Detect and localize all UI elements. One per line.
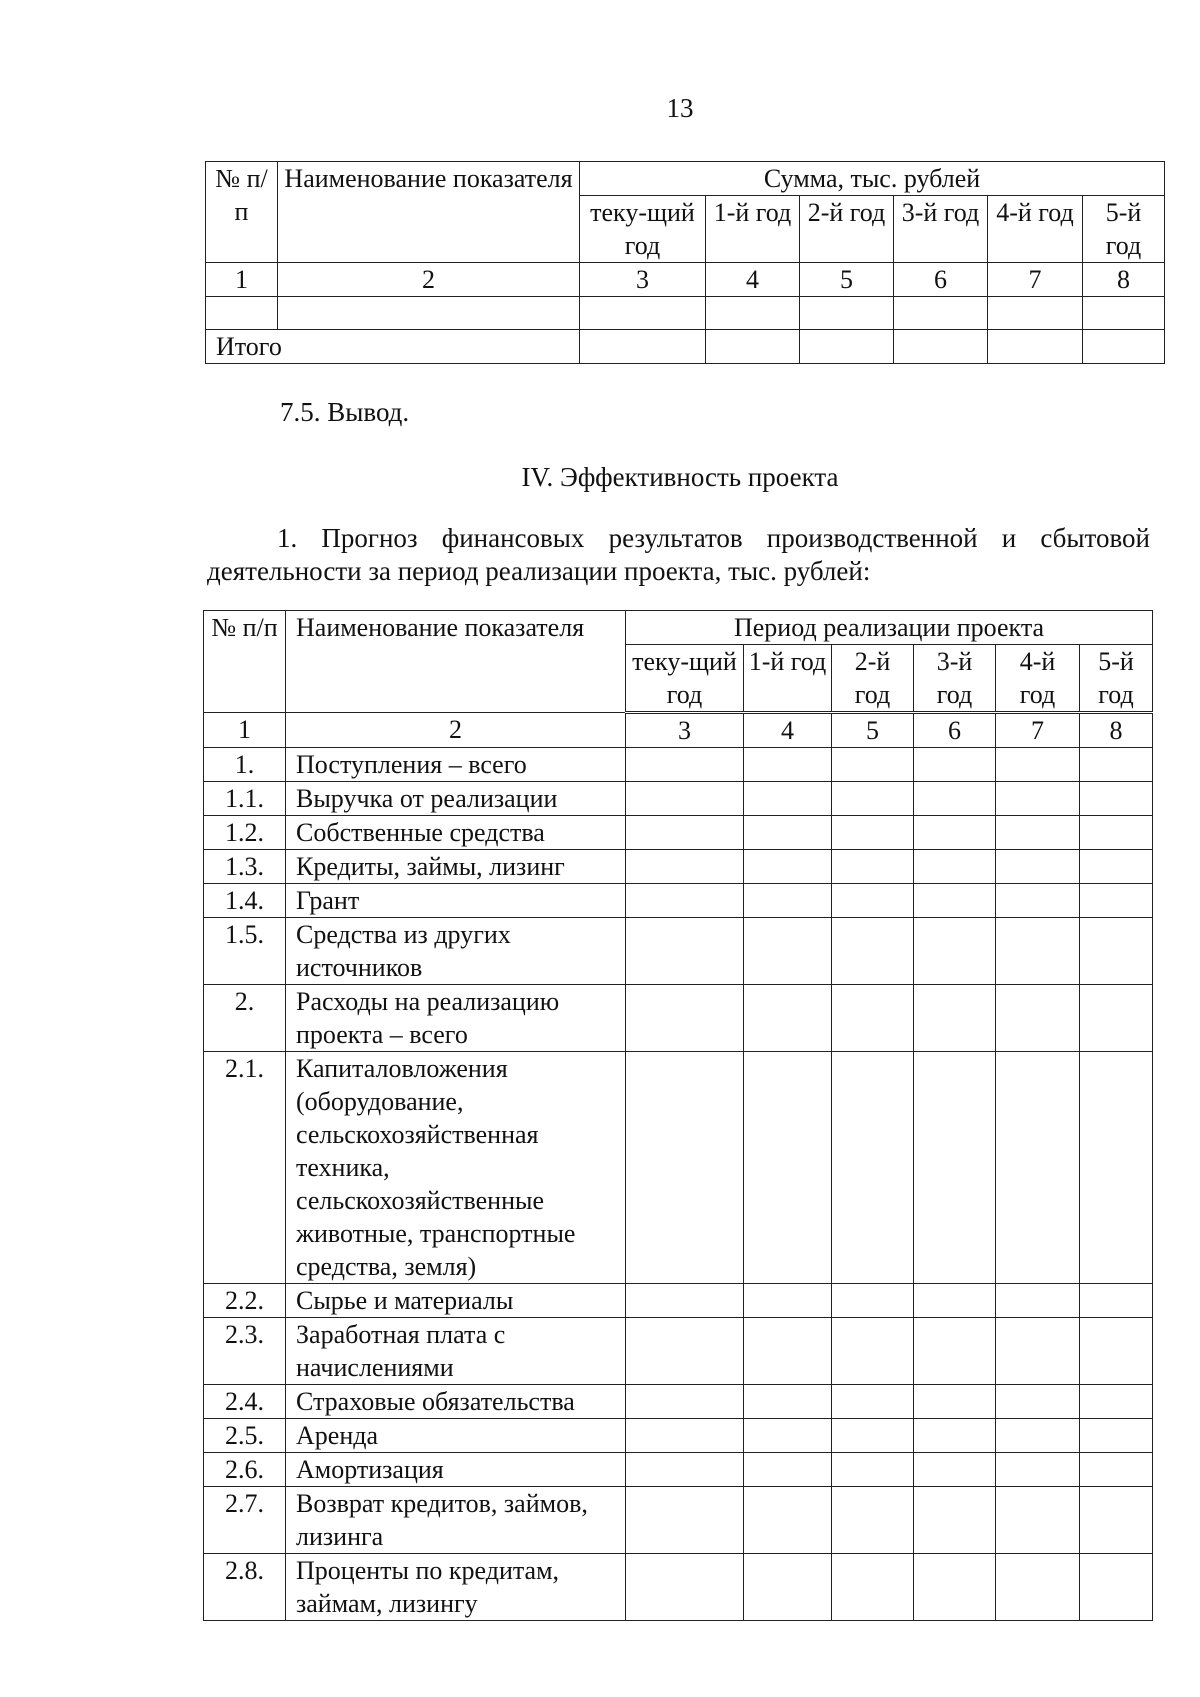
- column-number: 2: [286, 713, 626, 748]
- table-cell: [626, 748, 744, 782]
- table-row: [204, 918, 1153, 985]
- column-number: 5: [800, 263, 894, 297]
- table-cell: [626, 1419, 744, 1453]
- budget-sum-table: [205, 161, 1165, 364]
- row-number: 2.2.: [204, 1284, 286, 1318]
- row-indicator-name: Возврат кредитов, займов, лизинга: [286, 1487, 626, 1554]
- table-row: [204, 1052, 1153, 1284]
- table-cell: [1083, 330, 1165, 364]
- table-cell: [832, 884, 914, 918]
- table-cell: [914, 918, 996, 985]
- row-number: 2.1.: [204, 1052, 286, 1284]
- row-number: 1.: [204, 748, 286, 782]
- table-row: [204, 1318, 1153, 1385]
- table-cell: [1080, 1487, 1153, 1554]
- table-cell: [1080, 985, 1153, 1052]
- table-cell: [744, 1453, 832, 1487]
- table-row: [204, 782, 1153, 816]
- table-cell: [580, 297, 706, 330]
- table-cell: [1080, 1554, 1153, 1621]
- column-number: 5: [832, 713, 914, 748]
- table-cell: [832, 985, 914, 1052]
- table-cell: [894, 297, 988, 330]
- table-cell: [744, 1487, 832, 1554]
- section-heading: IV. Эффективность проекта: [521, 462, 839, 492]
- table-cell: [996, 1318, 1080, 1385]
- table-cell: [744, 884, 832, 918]
- table-cell: [744, 918, 832, 985]
- table-cell: [832, 1419, 914, 1453]
- table-row: [204, 985, 1153, 1052]
- table-cell: [996, 748, 1080, 782]
- table-cell: [914, 1487, 996, 1554]
- table-cell: [744, 1419, 832, 1453]
- row-number: 1.4.: [204, 884, 286, 918]
- table-cell: [800, 330, 894, 364]
- table-cell: [894, 330, 988, 364]
- table-row: [204, 1554, 1153, 1621]
- table-cell: [1080, 748, 1153, 782]
- table-cell: [996, 1453, 1080, 1487]
- column-number: 8: [1083, 263, 1165, 297]
- table-cell: [996, 1284, 1080, 1318]
- table-cell: [914, 1318, 996, 1385]
- row-indicator-name: Поступления – всего: [286, 748, 626, 782]
- table-cell: [832, 1453, 914, 1487]
- column-number: 6: [894, 263, 988, 297]
- header-sum-group: Сумма, тыс. рублей: [580, 162, 1165, 196]
- table-cell: [832, 816, 914, 850]
- table-cell: [996, 1487, 1080, 1554]
- table-cell: [626, 1052, 744, 1284]
- financial-forecast-table: [203, 610, 1153, 1621]
- column-number: 4: [744, 713, 832, 748]
- table-cell: [744, 816, 832, 850]
- table-cell: [626, 918, 744, 985]
- table-cell: [996, 985, 1080, 1052]
- column-number: 3: [626, 713, 744, 748]
- table-cell: [1083, 297, 1165, 330]
- row-indicator-name: Средства из других источников: [286, 918, 626, 985]
- table-cell: [626, 816, 744, 850]
- header-period-group: Период реализации проекта: [626, 611, 1153, 645]
- row-number: 2.7.: [204, 1487, 286, 1554]
- paragraph-line: деятельности за период реализации проекта, тыс. рублей:: [207, 556, 871, 586]
- table-cell: [996, 918, 1080, 985]
- row-number: 2.6.: [204, 1453, 286, 1487]
- table-cell: [832, 1284, 914, 1318]
- row-indicator-name: Сырье и материалы: [286, 1284, 626, 1318]
- table-cell: [1080, 850, 1153, 884]
- table-cell: [996, 850, 1080, 884]
- table-cell: [1080, 884, 1153, 918]
- table-cell: [626, 1487, 744, 1554]
- table-cell: [832, 1052, 914, 1284]
- column-number: 8: [1080, 713, 1153, 748]
- row-number: 2.8.: [204, 1554, 286, 1621]
- table-cell: [914, 1554, 996, 1621]
- table-cell: [996, 782, 1080, 816]
- table-cell: [206, 297, 278, 330]
- table-row: [204, 1453, 1153, 1487]
- column-number: 7: [988, 263, 1083, 297]
- table-cell: [1080, 1052, 1153, 1284]
- table-cell: [832, 918, 914, 985]
- table-cell: [996, 1419, 1080, 1453]
- table-cell: [626, 1453, 744, 1487]
- header-num: № п/п: [206, 162, 278, 263]
- table-cell: [626, 1318, 744, 1385]
- row-indicator-name: Капиталовложения (оборудование, сельскохозяйственная техника, сельскохозяйственные животные, транспортные средства, земля): [286, 1052, 626, 1284]
- paragraph: [207, 522, 1150, 588]
- table-row: [204, 1487, 1153, 1554]
- row-indicator-name: Проценты по кредитам, займам, лизингу: [286, 1554, 626, 1621]
- table-cell: [1080, 816, 1153, 850]
- table-cell: [744, 748, 832, 782]
- table-cell: [914, 1453, 996, 1487]
- table-cell: [278, 297, 580, 330]
- conclusion-heading: 7.5. Вывод.: [280, 397, 410, 427]
- table-cell: [744, 850, 832, 884]
- table-row: [204, 884, 1153, 918]
- table-cell: [914, 1052, 996, 1284]
- table-cell: [914, 985, 996, 1052]
- table-cell: [706, 297, 800, 330]
- table-cell: [914, 782, 996, 816]
- table-cell: [1080, 1318, 1153, 1385]
- page-number: 13: [666, 93, 694, 123]
- table-cell: [706, 330, 800, 364]
- header-period: 3-й год: [894, 196, 988, 263]
- row-indicator-name: Страховые обязательства: [286, 1385, 626, 1419]
- header-period: 5-й год: [1080, 645, 1153, 713]
- table-cell: [1080, 1385, 1153, 1419]
- table-cell: [914, 1284, 996, 1318]
- table-cell: [832, 748, 914, 782]
- table-cell: [914, 748, 996, 782]
- table-cell: [800, 297, 894, 330]
- table-cell: [996, 1385, 1080, 1419]
- table-cell: [1080, 1284, 1153, 1318]
- table-cell: [1080, 1419, 1153, 1453]
- row-indicator-name: Расходы на реализацию проекта – всего: [286, 985, 626, 1052]
- table-cell: [626, 1554, 744, 1621]
- header-period: 5-й год: [1083, 196, 1165, 263]
- table-cell: [744, 1554, 832, 1621]
- table-cell: [914, 1385, 996, 1419]
- row-indicator-name: Заработная плата с начислениями: [286, 1318, 626, 1385]
- table-cell: [1080, 1453, 1153, 1487]
- table-cell: [988, 330, 1083, 364]
- table-cell: [626, 1284, 744, 1318]
- table-row: [204, 850, 1153, 884]
- table-cell: [1080, 782, 1153, 816]
- header-period: 3-й год: [914, 645, 996, 713]
- row-number: 2.: [204, 985, 286, 1052]
- table-cell: [744, 1318, 832, 1385]
- table-cell: [996, 1052, 1080, 1284]
- table-cell: [1080, 918, 1153, 985]
- table-cell: [832, 1318, 914, 1385]
- total-row: [206, 330, 1165, 364]
- table-cell: [626, 850, 744, 884]
- row-indicator-name: Выручка от реализации: [286, 782, 626, 816]
- table-row: [204, 816, 1153, 850]
- header-period: 1-й год: [744, 645, 832, 713]
- table-cell: [580, 330, 706, 364]
- header-num: № п/п: [204, 611, 286, 713]
- table-row: [206, 297, 1165, 330]
- table-cell: [832, 1385, 914, 1419]
- table-cell: [914, 816, 996, 850]
- row-number: 1.1.: [204, 782, 286, 816]
- column-number: 6: [914, 713, 996, 748]
- header-period: 2-й год: [832, 645, 914, 713]
- header-period: теку-щий год: [580, 196, 706, 263]
- table-cell: [832, 1487, 914, 1554]
- table-cell: [832, 782, 914, 816]
- table-row: [204, 1419, 1153, 1453]
- row-number: 1.2.: [204, 816, 286, 850]
- table-cell: [996, 884, 1080, 918]
- table-cell: [914, 1419, 996, 1453]
- table-cell: [988, 297, 1083, 330]
- table-cell: [996, 816, 1080, 850]
- header-period: 2-й год: [800, 196, 894, 263]
- row-number: 1.5.: [204, 918, 286, 985]
- table-cell: [626, 782, 744, 816]
- row-number: 2.3.: [204, 1318, 286, 1385]
- header-period: 4-й год: [988, 196, 1083, 263]
- table-cell: [626, 985, 744, 1052]
- table-cell: [914, 850, 996, 884]
- table-cell: [996, 1554, 1080, 1621]
- table-cell: [626, 1385, 744, 1419]
- header-name: Наименование показателя: [278, 162, 580, 263]
- row-indicator-name: Собственные средства: [286, 816, 626, 850]
- header-name: Наименование показателя: [286, 611, 626, 713]
- row-indicator-name: Кредиты, займы, лизинг: [286, 850, 626, 884]
- table-cell: [832, 1554, 914, 1621]
- column-number: 2: [278, 263, 580, 297]
- header-period: 4-й год: [996, 645, 1080, 713]
- column-number: 1: [206, 263, 278, 297]
- row-indicator-name: Аренда: [286, 1419, 626, 1453]
- paragraph-line: 1. Прогноз финансовых результатов производственной и сбытовой: [277, 523, 1150, 553]
- row-indicator-name: Амортизация: [286, 1453, 626, 1487]
- table-cell: [832, 850, 914, 884]
- total-label: Итого: [206, 330, 580, 364]
- row-number: 1.3.: [204, 850, 286, 884]
- column-number: 7: [996, 713, 1080, 748]
- header-period: 1-й год: [706, 196, 800, 263]
- table-cell: [914, 884, 996, 918]
- table-cell: [744, 1052, 832, 1284]
- row-number: 2.5.: [204, 1419, 286, 1453]
- table-cell: [626, 884, 744, 918]
- table-cell: [744, 782, 832, 816]
- column-number: 3: [580, 263, 706, 297]
- table-row: [204, 1284, 1153, 1318]
- header-period: теку-щий год: [626, 645, 744, 713]
- table-row: [204, 748, 1153, 782]
- table-cell: [744, 1385, 832, 1419]
- row-number: 2.4.: [204, 1385, 286, 1419]
- table-cell: [744, 1284, 832, 1318]
- table-row: [204, 1385, 1153, 1419]
- column-number: 1: [204, 713, 286, 748]
- row-indicator-name: Грант: [286, 884, 626, 918]
- column-number: 4: [706, 263, 800, 297]
- table-cell: [744, 985, 832, 1052]
